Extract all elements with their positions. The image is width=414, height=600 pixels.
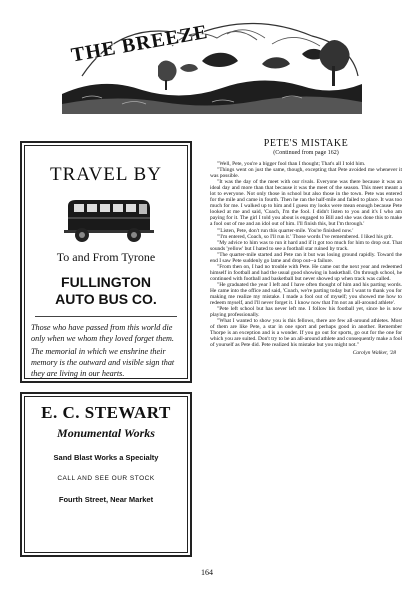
article-paragraph: "What I wanted to show you is this fellows, there are few all-around athletes. Most of them are like Pete, a star in one sport and perhaps good in another. Remember Thorpe is an exception and is a wonder. If you go out for sports, go out for the one for which you are suited. Don't try to be an all-around athlete and consequently make a fool of yourself as Pete did. Pete realized his mistake but you might not.": [210, 318, 402, 349]
business-name: E. C. STEWART: [41, 403, 171, 422]
divider: [35, 316, 177, 317]
article: [210, 138, 402, 357]
bus-illustration: [64, 194, 154, 244]
article-continuation-note: (Continued from page 162): [273, 150, 339, 156]
article-body: [210, 161, 402, 348]
specialty-line: Sand Blast Works a Specialty: [53, 453, 159, 462]
article-paragraph: "Things went on just the same, though, excepting that Pete avoided me whenever it was possible.: [210, 167, 402, 180]
ad-inner-border: [24, 145, 188, 379]
article-paragraph: "'I'm entered, Coach, so I'll run it.' Those words I've remembered. I liked his grit.: [217, 233, 393, 240]
memorial-paragraph: The memorial in which we enshrine their memory is the outward and visible sign that they are living in our hearts.: [31, 347, 175, 378]
business-tagline: Monumental Works: [57, 426, 155, 440]
article-paragraph: "It was the day of the meet with our rivals. Everyone was there because it was an ideal day and more than that because it was the meet of the season. This meet meant a lot to everyone. Not only those in school but also those in the town. Pete was entered for the mile and came in fourth. Then he ran the half-mile and failed to place. It was too much for me. I walked up to him and I guess my looks were mean enough because Pete looked at me and said, 'Coach, I'm the fool. I didn't listen to you and it's I who am paying for it. The girl I told you about is engaged to Bill and she was done this to make a fool out of me and an idol out of him. I'll finish this, but I'm through.': [210, 179, 402, 228]
company-name-line2: AUTO BUS CO.: [55, 291, 157, 307]
article-byline: Carolyn Walker, '28: [352, 350, 396, 357]
article-paragraph: "'Listen, Pete, don't run this quarter-mile. You're finished now.': [217, 227, 354, 234]
ad-headline: TRAVEL BY: [50, 164, 162, 185]
article-title: PETE'S MISTAKE: [263, 138, 349, 149]
article-paragraph: "Well, Pete, you're a bigger fool than I thought; That's all I told him.: [217, 161, 366, 167]
article-paragraph: "The quarter-mile started and Pete ran it but was losing ground rapidly. Toward the end I saw Pete suddenly go lame and drop out--a failure.: [210, 251, 402, 264]
article-paragraph: "From then on, I had no trouble with Pete. He came out the next year and redeemed himself in football and had the usual good showing in basketball. On through school, he continued with football and basketball but never showed up when track was called.: [210, 263, 402, 282]
magazine-title: THE BREEZE: [69, 20, 210, 67]
page-number: 164: [201, 568, 213, 577]
article-paragraph: "He graduated the year I left and I have often thought of him and his parting words. He came into the office and said, 'Coach, we're parting today but I want to thank you for making me realize my mistake. I made a fool out of myself; you showed me how to redeem myself, and I'll never forget it. I know now that I'm not an all-around athlete'.: [210, 281, 402, 307]
company-name-line1: FULLINGTON: [61, 274, 151, 290]
address-line: Fourth Street, Near Market: [58, 495, 154, 504]
memorial-paragraph: Those who have passed from this world die only when we whom they loved forget them.: [31, 323, 174, 343]
company-name: [25, 274, 187, 308]
masthead-banner: [62, 6, 362, 114]
article-paragraph: "My advice to him was to run it hard and if it got too much for him to drop out. That sounds 'yellow' but I hated to see a football star ruined by track.: [210, 239, 402, 252]
fullington-bus-ad: [20, 141, 192, 383]
article-paragraph: "Pete left school but has never left me. I follow his football yet, since he is now playing professionally.: [210, 306, 402, 319]
ad-inner-border: [24, 396, 188, 553]
stewart-monument-ad: [20, 392, 192, 557]
call-line: CALL AND SEE OUR STOCK: [57, 475, 155, 482]
memorial-text: [31, 322, 181, 381]
ad-route: To and From Tyrone: [56, 250, 156, 264]
